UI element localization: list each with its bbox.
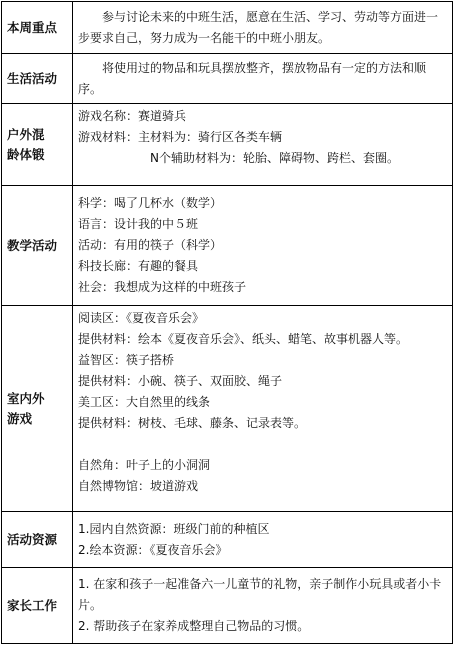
- games-art-area: 美工区：大自然里的线条: [78, 395, 211, 409]
- row-label-parents: 家长工作: [2, 568, 73, 644]
- resources-item: 2.绘本资源：《夏夜音乐会》: [78, 542, 228, 557]
- table-row-teaching: [2, 186, 453, 306]
- row-label-focus: 本周重点: [2, 2, 73, 54]
- table-row-parents: [2, 568, 453, 644]
- focus-text: 参与讨论未来的中班生活，愿意在生活、学习、劳动等方面进一步要求自己，努力成为一名能干的中班小朋友。: [78, 9, 439, 45]
- table-row-games: [2, 306, 453, 512]
- games-blank-line: [78, 434, 448, 455]
- parents-item: 1. 在家和孩子一起准备六一儿童节的礼物，亲子制作小玩具或者小卡片。: [78, 577, 442, 612]
- parents-item: 2. 帮助孩子在家养成整理自己物品的习惯。: [78, 619, 310, 633]
- outdoor-aux-material: N个辅助材料为：轮胎、障碍物、跨栏、套圈。: [150, 151, 399, 165]
- row-label-resources: 活动资源: [2, 512, 73, 568]
- outdoor-main-material: 游戏材料：主材料为：骑行区各类车辆: [78, 130, 283, 144]
- teaching-item: 科学：喝了几杯水（数学）: [78, 196, 223, 210]
- games-nature-museum: 自然博物馆：坡道游戏: [78, 479, 199, 493]
- row-label-life: 生活活动: [2, 54, 73, 104]
- table-row-focus: [2, 2, 453, 54]
- parents-content: [73, 568, 453, 644]
- games-nature-corner: 自然角：叶子上的小洞洞: [78, 458, 211, 472]
- games-puzzle-area: 益智区：筷子搭桥: [78, 353, 175, 367]
- teaching-item: 社会：我想成为这样的中班孩子: [78, 280, 247, 294]
- table-row-life: [2, 54, 453, 104]
- outdoor-game-name: 游戏名称：赛道骑兵: [78, 109, 187, 123]
- row-label-games-line-1: 室内外: [7, 390, 45, 406]
- row-label-games: [2, 306, 73, 512]
- teaching-item: 活动：有用的筷子（科学）: [78, 238, 223, 252]
- games-puzzle-materials: 提供材料：小碗、筷子、双面胶、绳子: [78, 374, 283, 388]
- row-label-outdoor-line-2: 龄体锻: [7, 146, 45, 162]
- resources-item: 1.园内自然资源：班级门前的种植区: [78, 521, 270, 536]
- table-row-outdoor: [2, 104, 453, 186]
- games-reading-area: 阅读区：《夏夜音乐会》: [78, 311, 205, 325]
- teaching-item: 语言：设计我的中５班: [78, 217, 199, 231]
- row-label-outdoor: [2, 104, 73, 186]
- weekly-plan-table: [1, 1, 453, 644]
- games-art-materials: 提供材料：树枝、毛球、藤条、记录表等。: [78, 416, 307, 430]
- focus-content: [73, 2, 453, 54]
- life-content: [73, 54, 453, 104]
- games-content: [73, 306, 453, 512]
- games-reading-materials: 提供材料：绘本《夏夜音乐会》、纸头、蜡笔、故事机器人等。: [78, 332, 409, 346]
- teaching-content: [73, 186, 453, 306]
- resources-content: [73, 512, 453, 568]
- row-label-outdoor-line-1: 户外混: [7, 126, 45, 142]
- outdoor-content: [73, 104, 453, 186]
- row-label-games-line-2: 游戏: [7, 410, 33, 426]
- table-row-resources: [2, 512, 453, 568]
- life-text: 将使用过的物品和玩具摆放整齐，摆放物品有一定的方法和顺序。: [78, 60, 427, 96]
- teaching-item: 科技长廊：有趣的餐具: [78, 259, 199, 273]
- row-label-teaching: 教学活动: [2, 186, 73, 306]
- weekly-plan-sheet: [1, 1, 452, 646]
